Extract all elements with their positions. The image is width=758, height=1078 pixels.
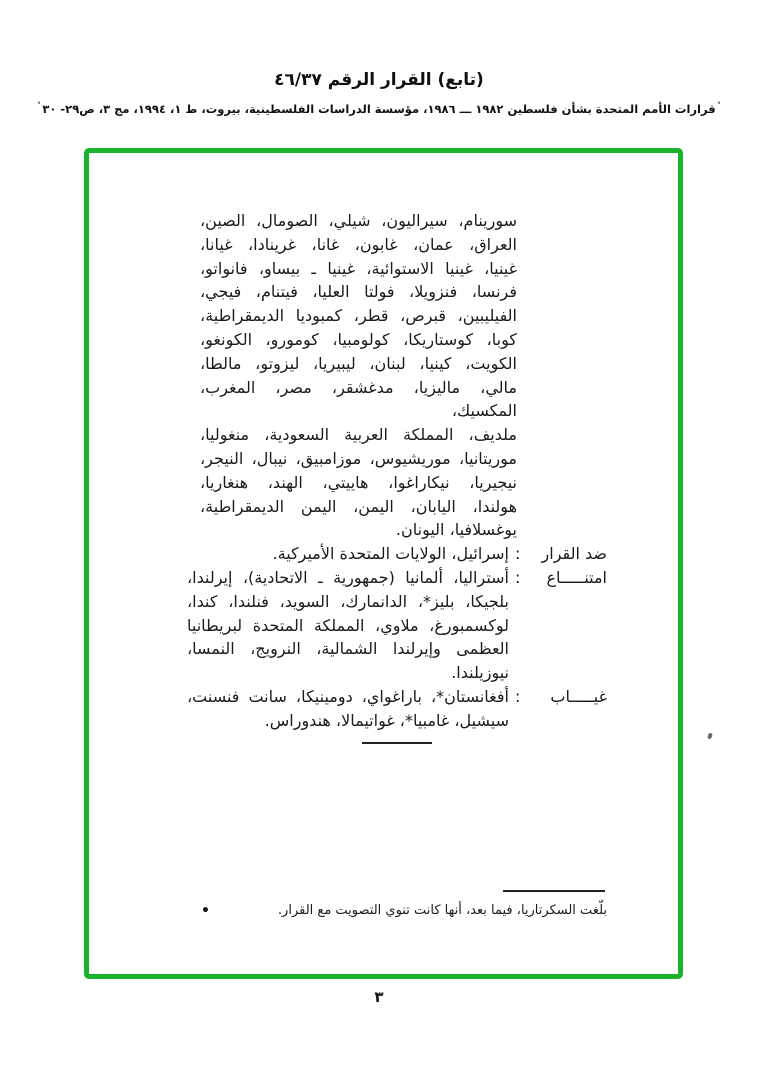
- section-against-label: ضد القرار: [541, 544, 607, 564]
- country-list-line: غينيا، غينيا الاستوائية، غينيا ـ بيساو، فانواتو،: [200, 258, 517, 278]
- country-list-line: سورينام، سيراليون، شيلي، الصومال، الصين،: [200, 211, 517, 230]
- resolution-title: (تابع) القرار الرقم ٤٦/٣٧: [274, 70, 484, 90]
- country-list-line: كوبا، كوستاريكا، كولومبيا، كومورو، الكونغو،: [200, 329, 517, 349]
- section-against-content: [187, 542, 509, 566]
- page-number: ٣: [374, 988, 384, 1006]
- section-absent-content: [187, 685, 509, 733]
- citation-open-tick: ': [717, 101, 721, 111]
- footnote-divider: [503, 890, 605, 892]
- section-content-line: أستراليا، ألمانيا (جمهورية ـ الاتحادية)، إيرلندا،: [187, 567, 509, 587]
- section-against-resolution: [187, 542, 607, 566]
- source-citation-text: قرارات الأمم المتحدة بشأن فلسطين ١٩٨٢ ـــ ١٩٨٦، مؤسسة الدراسات الفلسطينية، بيروت، ط ١، ١٩٩٤، مج ٣، ص٢٩- ٣٠: [42, 101, 716, 116]
- country-list-line: الفيليبين، قبرص، قطر، كمبوديا الديمقراطية،: [200, 306, 517, 326]
- country-list-line: يوغسلافيا، اليونان.: [395, 520, 517, 540]
- section-label-cell: [515, 685, 607, 709]
- country-list-line: الكويت، كينيا، لبنان، ليبيريا، ليزوتو، مالطا،: [200, 353, 517, 373]
- section-end-divider: [362, 742, 432, 744]
- section-colon: :: [515, 686, 521, 706]
- section-absent-label: غيـــــاب: [550, 686, 607, 706]
- section-colon: :: [515, 567, 521, 587]
- section-label-cell: [515, 566, 607, 590]
- footnote-row: [187, 901, 607, 921]
- country-list-line: مالي، ماليزيا، مدغشقر، مصر، المغرب، المكسيك،: [200, 377, 517, 421]
- footnote-block: [187, 890, 607, 921]
- section-content-line: بلجيكا، بليز*، الدانمارك، السويد، فنلندا، كندا،: [187, 591, 509, 611]
- section-content-line: لوكسمبورغ، ملاوي، المملكة المتحدة لبريطانيا: [187, 615, 509, 635]
- citation-close-tick: ': [37, 101, 41, 111]
- section-abstain-label: امتنـــــاع: [546, 567, 607, 587]
- scan-artifact-mark: [707, 733, 713, 740]
- section-content-line: نيوزيلندا.: [451, 663, 509, 683]
- vote-with-country-list: [200, 209, 517, 542]
- footnote-text: بلّغت السكرتاريا، فيما بعد، أنها كانت تنوي التصويت مع القرار.: [277, 902, 607, 918]
- country-list-line: ملديف، المملكة العربية السعودية، منغوليا،: [200, 425, 517, 445]
- source-citation-line: [0, 101, 758, 116]
- country-list-line: موريتانيا، موريشيوس، موزامبيق، نيبال، النيجر،: [200, 448, 517, 468]
- section-content-line: العظمى وإيرلندا الشمالية، النرويج، النمسا،: [187, 639, 509, 659]
- footnote-marker: •: [201, 902, 210, 919]
- country-list-line: فرنسا، فنزويلا، فولتا العليا، فيتنام، فيجي،: [200, 282, 517, 302]
- country-list-line: نيجيريا، نيكاراغوا، هاييتي، الهند، هنغاريا،: [200, 472, 517, 492]
- country-list-line: هولندا، اليابان، اليمن، اليمن الديمقراطية،: [200, 496, 517, 516]
- page-body-text: [187, 209, 607, 921]
- section-content-line: إسرائيل، الولايات المتحدة الأميركية.: [272, 544, 509, 564]
- section-content-line: سيشيل، غامبيا*، غواتيمالا، هندوراس.: [264, 710, 509, 730]
- section-abstain: [187, 566, 607, 685]
- section-label-cell: [515, 542, 607, 566]
- section-absent: [187, 685, 607, 733]
- section-colon: :: [515, 544, 521, 564]
- country-list-line: العراق، عمان، غابون، غانا، غرينادا، غيانا،: [200, 234, 517, 254]
- section-abstain-content: [187, 566, 509, 685]
- section-content-line: أفغانستان*، باراغواي، دومينيكا، سانت فنسنت،: [187, 686, 509, 706]
